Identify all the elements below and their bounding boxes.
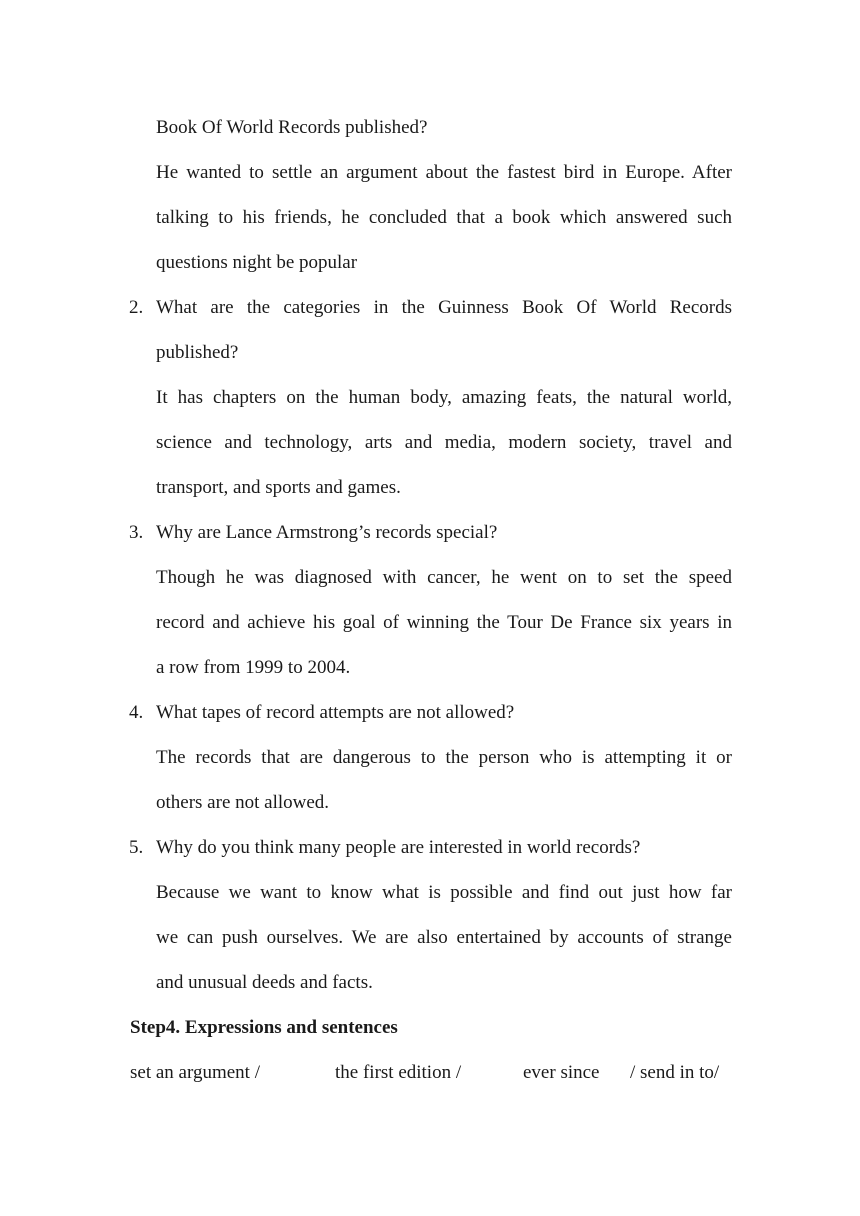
item-5-number: 5. <box>129 837 144 858</box>
answer-3-line-3: a row from 1999 to 2004. <box>156 657 351 678</box>
answer-1-line-3: questions night be popular <box>156 252 358 273</box>
question-5-line-1: Why do you think many people are interested in world records? <box>156 837 641 858</box>
answer-3-line-2: record and achieve his goal of winning the Tour De France six years in <box>156 612 732 633</box>
answer-2-line-1: It has chapters on the human body, amazing feats, the natural world, <box>156 387 732 408</box>
answer-1-line-2: talking to his friends, he concluded that a book which answered such <box>156 207 732 228</box>
answer-5-line-2: we can push ourselves. We are also entertained by accounts of strange <box>156 927 732 948</box>
answer-1-line-1: He wanted to settle an argument about the fastest bird in Europe. After <box>156 162 732 183</box>
item-2-number: 2. <box>129 297 144 318</box>
step4-heading: Step4. Expressions and sentences <box>130 1017 398 1038</box>
question-2-line-1: What are the categories in the Guinness Book Of World Records <box>156 297 732 318</box>
item-4-number: 4. <box>129 702 144 723</box>
question-1-tail: Book Of World Records published? <box>156 117 428 138</box>
expression-item: set an argument / <box>130 1062 260 1083</box>
answer-4-line-1: The records that are dangerous to the person who is attempting it or <box>156 747 732 768</box>
answer-2-line-3: transport, and sports and games. <box>156 477 401 498</box>
answer-2-line-2: science and technology, arts and media, modern society, travel and <box>156 432 732 453</box>
expression-item: / send in to/ <box>630 1062 720 1083</box>
question-4-line-1: What tapes of record attempts are not allowed? <box>156 702 515 723</box>
expression-item: the first edition / <box>335 1062 462 1083</box>
answer-4-line-2: others are not allowed. <box>156 792 330 813</box>
item-3-number: 3. <box>129 522 144 543</box>
answer-5-line-3: and unusual deeds and facts. <box>156 972 373 993</box>
answer-3-line-1: Though he was diagnosed with cancer, he went on to set the speed <box>156 567 732 588</box>
expression-item: ever since <box>523 1062 600 1083</box>
question-2-line-2: published? <box>156 342 239 363</box>
question-3-line-1: Why are Lance Armstrong’s records special? <box>156 522 498 543</box>
answer-5-line-1: Because we want to know what is possible and find out just how far <box>156 882 732 903</box>
